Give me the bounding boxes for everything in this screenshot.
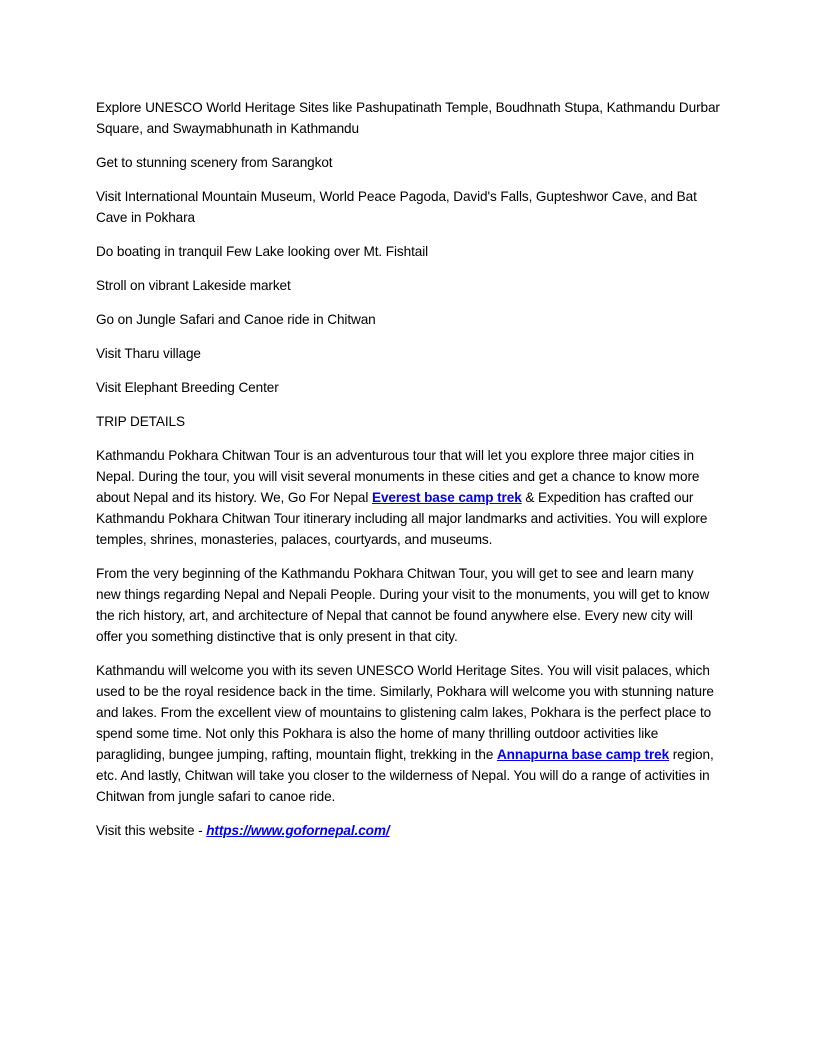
highlight-item xyxy=(96,97,720,139)
highlight-item xyxy=(96,241,720,262)
text-run: Visit Tharu village xyxy=(96,346,201,361)
text-run: TRIP DETAILS xyxy=(96,414,185,429)
highlight-item xyxy=(96,343,720,364)
highlight-item xyxy=(96,152,720,173)
highlight-item xyxy=(96,275,720,296)
text-run: Get to stunning scenery from Sarangkot xyxy=(96,155,333,170)
visit-website-line xyxy=(96,820,720,841)
text-run: Go on Jungle Safari and Canoe ride in Chitwan xyxy=(96,312,376,327)
text-run: Do boating in tranquil Few Lake looking over Mt. Fishtail xyxy=(96,244,429,259)
text-run: & Expedition has crafted our Kathmandu Pokhara Chitwan Tour itinerary including all major landmarks and activities. You will explore temples, shrines, monasteries, palaces, courtyards, and museums. xyxy=(96,490,708,547)
text-run: Explore UNESCO World Heritage Sites like Pashupatinath Temple, Boudhnath Stupa, Kathmandu Durbar Square, and Swaymabhunath in Kathmandu xyxy=(96,100,720,136)
paragraph xyxy=(96,563,720,647)
gofornepal-url-link[interactable]: https://www.gofornepal.com/ xyxy=(206,823,390,838)
document-body xyxy=(96,97,720,854)
text-run: Visit Elephant Breeding Center xyxy=(96,380,279,395)
paragraph xyxy=(96,445,720,550)
paragraph xyxy=(96,660,720,807)
trip-details-heading xyxy=(96,411,720,432)
text-run: Stroll on vibrant Lakeside market xyxy=(96,278,291,293)
annapurna-base-camp-trek-link[interactable]: Annapurna base camp trek xyxy=(496,747,670,762)
everest-base-camp-trek-link[interactable]: Everest base camp trek xyxy=(371,490,522,505)
text-run: Kathmandu will welcome you with its seven UNESCO World Heritage Sites. You will visit palaces, which used to be the royal residence back in the time. Similarly, Pokhara will welcome you with stunning nature and lakes. From the excellent view of mountains to glistening calm lakes, Pokhara is the perfect place to spend some time. Not only this Pokhara is also the home of many thrilling outdoor activities like paragliding, bungee jumping, rafting, mountain flight, trekking in the xyxy=(96,663,714,762)
text-run: region, etc. And lastly, Chitwan will take you closer to the wilderness of Nepal. You will do a range of activities in Chitwan from jungle safari to canoe ride. xyxy=(96,747,714,804)
text-run: Visit this website - xyxy=(96,823,207,838)
highlight-item xyxy=(96,186,720,228)
highlight-item xyxy=(96,309,720,330)
highlight-item xyxy=(96,377,720,398)
text-run: Kathmandu Pokhara Chitwan Tour is an adventurous tour that will let you explore three major cities in Nepal. During the tour, you will visit several monuments in these cities and get a chance to know more about Nepal and its history. We, Go For Nepal xyxy=(96,448,700,505)
text-run: Visit International Mountain Museum, World Peace Pagoda, David's Falls, Gupteshwor Cave, and Bat Cave in Pokhara xyxy=(96,189,697,225)
text-run: From the very beginning of the Kathmandu Pokhara Chitwan Tour, you will get to see and learn many new things regarding Nepal and Nepali People. During your visit to the monuments, you will get to know the rich history, art, and architecture of Nepal that cannot be found anywhere else. Every new city will offer you something distinctive that is only present in that city. xyxy=(96,566,710,644)
